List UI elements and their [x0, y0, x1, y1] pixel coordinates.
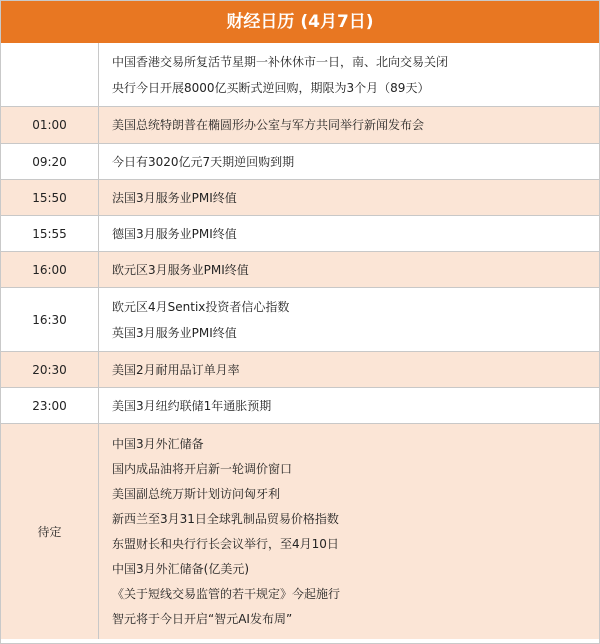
time-cell: 15:55	[1, 216, 99, 252]
event-cell	[99, 424, 600, 640]
event-text: 欧元区4月Sentix投资者信心指数	[112, 299, 290, 314]
event-cell	[99, 107, 600, 144]
time-cell: 01:00	[1, 107, 99, 144]
event-text: 中国3月外汇储备(亿美元)	[112, 561, 249, 576]
event-text: 中国香港交易所复活节星期一补休休市一日，南、北向交易关闭	[112, 54, 449, 69]
event-cell	[99, 216, 600, 252]
event-text: 《关于短线交易监管的若干规定》今起施行	[112, 586, 341, 601]
calendar-row	[1, 216, 599, 252]
calendar-row	[1, 43, 599, 107]
calendar-row	[1, 352, 599, 388]
time-cell: 09:20	[1, 144, 99, 180]
time-cell: 23:00	[1, 388, 99, 424]
event-cell	[99, 43, 600, 107]
calendar-row	[1, 424, 599, 640]
event-cell	[99, 388, 600, 424]
calendar-row	[1, 107, 599, 144]
event-text: 法国3月服务业PMI终值	[112, 190, 237, 205]
event-text: 国内成品油将开启新一轮调价窗口	[112, 461, 293, 476]
event-cell	[99, 180, 600, 216]
event-text: 美国总统特朗普在椭圆形办公室与军方共同举行新闻发布会	[112, 118, 425, 132]
event-text: 中国3月外汇储备	[112, 436, 204, 451]
event-text: 新西兰至3月31日全球乳制品贸易价格指数	[112, 511, 339, 526]
time-cell	[1, 43, 99, 107]
time-cell: 20:30	[1, 352, 99, 388]
calendar-row	[1, 252, 599, 288]
calendar-row	[1, 388, 599, 424]
event-text: 美国3月纽约联储1年通胀预期	[112, 398, 272, 413]
event-cell	[99, 288, 600, 352]
time-cell: 16:00	[1, 252, 99, 288]
calendar-row	[1, 288, 599, 352]
event-text: 美国副总统万斯计划访问匈牙利	[112, 486, 281, 501]
event-text: 央行今日开展8000亿买断式逆回购，期限为3个月（89天）	[112, 80, 430, 95]
event-text: 英国3月服务业PMI终值	[112, 325, 237, 340]
calendar-title: 财经日历 (4月7日)	[1, 1, 599, 43]
time-cell: 16:30	[1, 288, 99, 352]
calendar-table	[1, 43, 599, 639]
event-text: 智元将于今日开启“智元AI发布周”	[112, 611, 293, 626]
time-cell: 15:50	[1, 180, 99, 216]
event-text: 欧元区3月服务业PMI终值	[112, 262, 249, 277]
event-text: 德国3月服务业PMI终值	[112, 226, 237, 241]
event-text: 今日有3020亿元7天期逆回购到期	[112, 154, 295, 169]
calendar-row	[1, 180, 599, 216]
event-cell	[99, 252, 600, 288]
event-text: 东盟财长和央行行长会议举行，至4月10日	[112, 536, 339, 551]
time-cell: 待定	[1, 424, 99, 640]
event-cell	[99, 352, 600, 388]
event-cell	[99, 144, 600, 180]
calendar-row	[1, 144, 599, 180]
event-text: 美国2月耐用品订单月率	[112, 362, 240, 377]
